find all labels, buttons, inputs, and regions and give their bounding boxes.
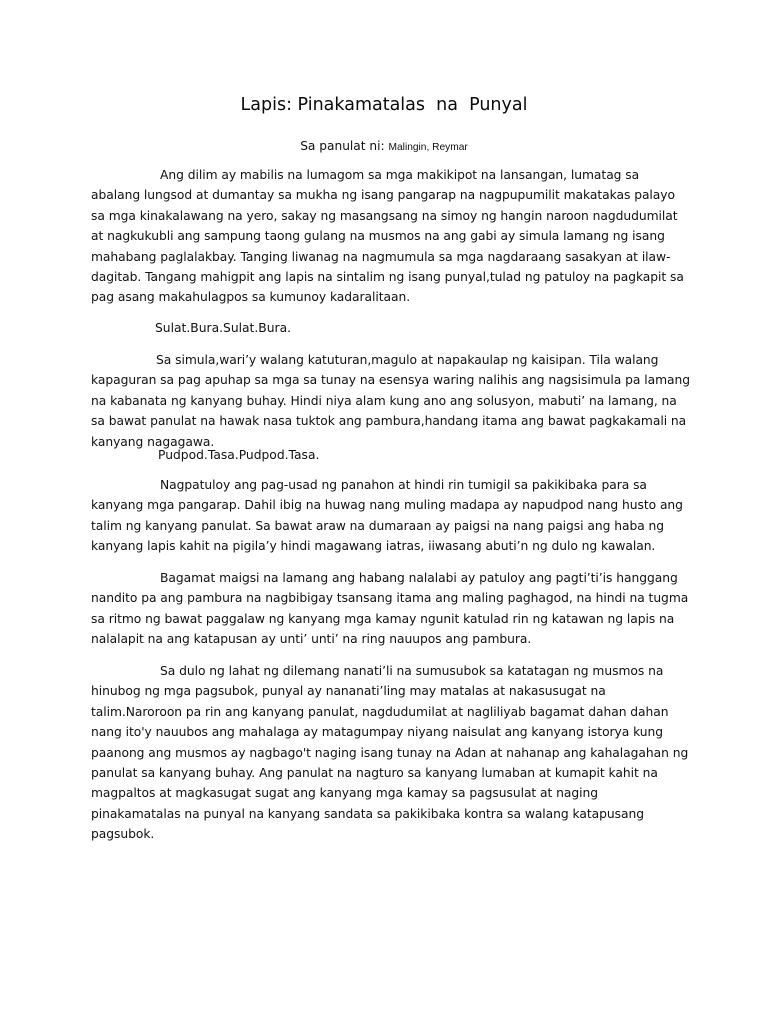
byline-author: Malingin, Reymar [388, 142, 468, 153]
paragraph-1: Ang dilim ay mabilis na lumagom sa mga makikipot na lansangan, lumatag sa abalang lungsod at dumantay sa mukha ng isang pangarap na nagpupumilit makatakas palayo sa mga kinakalawang na yero, sakay ng masangsang na simoy ng hangin naroon nagdudumilat at nagkukubli ang sampung taong gulang na musmos na ang gabi ay simula lamang ng isang mahabang paglalakbay. Tanging liwanag na nagmumula sa mga nagdaraang sasakyan at ilaw-dagitab. Tangang mahigpit ang lapis na sintalim ng isang punyal,tulad ng patuloy na pagkapit sa pag asang makahulagpos sa kumunoy kadaralitaan. [91, 168, 684, 305]
byline-label: Sa panulat ni: [300, 139, 385, 153]
refrain-pudpod-tasa: Pudpod.Tasa.Pudpod.Tasa. [158, 448, 320, 462]
refrain-sulat-bura: Sulat.Bura.Sulat.Bura. [155, 321, 292, 335]
paragraph-2: Sa simula,wari’y walang katuturan,magulo at napakaulap ng kaisipan. Tila walang kapaguran sa pag apuhap sa mga sa tunay na esensya waring nalihis ang nagsisimula pa lamang na kabanata ng kanyang buhay. Hindi niya alam kung ano ang solusyon, mabuti’ na lamang, na sa bawat panulat na hawak nasa tuktok ang pambura,handang itama ang bawat pagkakamali na kanyang nagagawa. [91, 353, 691, 449]
paragraph-3: Nagpatuloy ang pag-usad ng panahon at hindi rin tumigil sa pakikibaka para sa kanyang mga pangarap. Dahil ibig na huwag nang muling madapa ay napudpod nang husto ang talim ng kanyang panulat. Sa bawat araw na dumaraan ay paigsi na nang paigsi ang haba ng kanyang lapis kahit na pigila’y hindi magawang iatras, iiwasang abuti’n ng dulo ng kawalan. [91, 478, 683, 554]
paragraph-4: Bagamat maigsi na lamang ang habang nalalabi ay patuloy ang pagti’ti’is hanggang nandito pa ang pambura na nagbibigay tsansang itama ang maling paghagod, na hindi na tugma sa ritmo ng bawat paggalaw ng kanyang mga kamay ngunit katulad rin ng katawan ng lapis na nalalapit na ang katapusan ay unti’ unti’ na ring nauupos ang pambura. [91, 571, 689, 647]
byline [0, 138, 768, 156]
paragraph-5: Sa dulo ng lahat ng dilemang nanati’li na sumusubok sa katatagan ng musmos na hinubog ng mga pagsubok, punyal ay nananati’ling may matalas at nakasusugat na talim.Naroroon pa rin ang kanyang panulat, nagdudumilat at nagliliyab bagamat dahan dahan nang ito'y nauubos ang mahalaga ay matagumpay niyang naisulat ang kanyang istorya kung paanong ang musmos ay nagbago't naging isang tunay na Adan at nahanap ang kahalagahan ng panulat sa kanyang buhay. Ang panulat na nagturo sa kanyang lumaban at kumapit kahit na magpaltos at magkasugat sugat ang kanyang mga kamay sa pagsusulat at naging pinakamatalas na punyal na kanyang sandata sa pakikibaka kontra sa walang katapusang pagsubok. [91, 664, 689, 842]
document-title: Lapis: Pinakamatalas na Punyal [240, 95, 528, 115]
